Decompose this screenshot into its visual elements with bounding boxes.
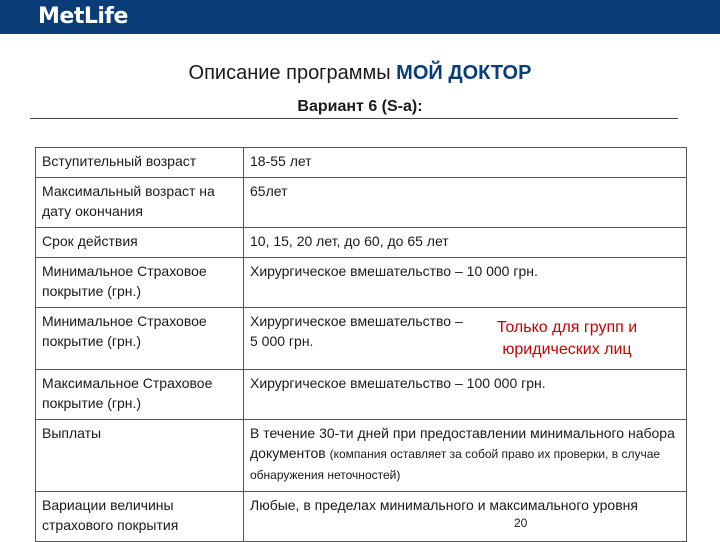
header-bar (0, 0, 720, 34)
program-name: МОЙ ДОКТОР (396, 62, 532, 84)
metlife-logo: MetLife (38, 4, 128, 29)
row-label: Максимальное Страховое покрытие (грн.) (36, 370, 244, 420)
group-note: Только для групп и юридических лиц (496, 319, 638, 358)
table-row (36, 258, 687, 308)
payout-note: (компания оставляет за собой право их проверки, в случае обнаружения неточностей) (250, 447, 661, 482)
program-table (35, 147, 687, 542)
row-value: 10, 15, 20 лет, до 60, до 65 лет (244, 228, 687, 258)
payout-text: В течение 30-ти дней при предоставлении минимального набора документов (250, 425, 675, 461)
page-subtitle: Вариант 6 (S-a): (297, 98, 423, 115)
table-row (36, 178, 687, 228)
row-label: Срок действия (36, 228, 244, 258)
row-value: 65лет (244, 178, 687, 228)
table-row (36, 492, 687, 542)
table-row (36, 370, 687, 420)
row-label: Вариации величины страхового покрытия (36, 492, 244, 542)
row-label: Вступительный возраст (36, 148, 244, 178)
title-divider (30, 118, 678, 119)
table-row (36, 420, 687, 492)
row-label: Выплаты (36, 420, 244, 492)
row-value-split (244, 308, 687, 370)
title-prefix: Описание программы (188, 62, 391, 84)
table-row (36, 148, 687, 178)
row-value: Любые, в пределах минимального и максимального уровня (244, 492, 687, 542)
row-label: Минимальное Страховое покрытие (грн.) (36, 258, 244, 308)
row-label: Минимальное Страховое покрытие (грн.) (36, 308, 244, 370)
table-row (36, 228, 687, 258)
row-value: Хирургическое вмешательство – 100 000 грн. (244, 370, 687, 420)
row-value (244, 420, 687, 492)
row-value: Хирургическое вмешательство – 10 000 грн. (244, 258, 687, 308)
split-cell (250, 311, 681, 363)
row-label: Максимальный возраст на дату окончания (36, 178, 244, 228)
row-value: 18-55 лет (244, 148, 687, 178)
page-title (0, 60, 720, 86)
row-value: Хирургическое вмешательство – 5 000 грн. (250, 313, 463, 349)
page-number: 20 (514, 516, 528, 530)
table-row (36, 308, 687, 370)
